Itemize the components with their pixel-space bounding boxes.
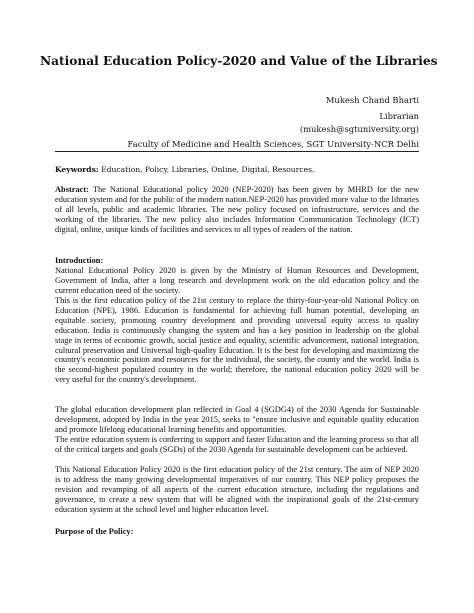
author-affiliation: Faculty of Medicine and Health Sciences, SGT University-NCR Delhi (127, 139, 419, 149)
keywords-text: Education, Policy, Libraries, Online, Digital, Resources. (98, 165, 315, 174)
affiliation-divider (55, 151, 419, 152)
abstract-label: Abstract: (55, 185, 89, 194)
keywords-line (55, 164, 419, 175)
purpose-heading: Purpose of the Policy: (55, 527, 134, 536)
intro-paragraph-4: The entire education system is conferring to support and faster Education and the learning process so that all of the critical targets and goals (SGDs) of the 2030 Agenda for sustainable development can be achieved. (55, 435, 419, 454)
author-name: Mukesh Chand Bharti (325, 95, 419, 105)
abstract-paragraph (55, 185, 419, 235)
keywords-label: Keywords: (55, 165, 99, 174)
intro-paragraph-2: This is the first education policy of the 21st century to replace the thirty-four-year-old National Policy on Education (NPE), 1986. Education is fundamental for achieving full human potential, developing an equitable society, promoting country development and providing universal equity access to quality education. India is continuously changing the system and has a key position in leadership on the global stage in terms of economic growth, social justice and equality, scientific advancement, national integration, cultural preservation and Universal high-quality Education. It is the best for developing and maximizing the country's economic position and resources for the individual, the society, the county and the world. India is the second-highest populated country in the world; therefore, the national education policy 2020 will be very useful for the country's development. (55, 296, 419, 385)
intro-paragraph-5: This National Education Policy 2020 is the first education policy of the 21st century. The aim of NEP 2020 is to address the many growing developmental imperatives of our country. This NEP policy proposes the revision and revamping of all aspects of the current education structure, including the regulations and governance, to create a new system that will be aligned with the inspirational goals of the 21st-century education system at the school level and higher education level. (55, 465, 419, 514)
intro-paragraph-3: The global education development plan reflected in Goal 4 (SGDG4) of the 2030 Agenda for Sustainable development, adopted by India in the year 2015, seeks to "ensure inclusive and equitable quality education and promote lifelong educational learning benefits and opportunities. (55, 405, 419, 434)
abstract-text: The National Educational policy 2020 (NEP-2020) has been given by MHRD for the new education system and for the public of the modern nation.NEP-2020 has provided more value to the libraries of all levels, public and academic libraries. The new policy focused on infrastructure, services and the working of the libraries. The new policy also includes Information Communication Technology (ICT) digital, online, unique kinds of facilities and services to all types of readers of the nation. (55, 185, 419, 234)
paper-title: National Education Policy-2020 and Value of the Libraries (40, 54, 438, 68)
author-role: Librarian (379, 111, 419, 121)
intro-paragraph-1: National Educational Policy 2020 is given by the Ministry of Human Resources and Development, Government of India, after a long research and development work on the old education policy and the current education need of the society. (55, 266, 419, 295)
author-email: (mukesh@sgtuniversity.org) (299, 124, 419, 134)
introduction-heading: Introduction: (55, 256, 104, 265)
